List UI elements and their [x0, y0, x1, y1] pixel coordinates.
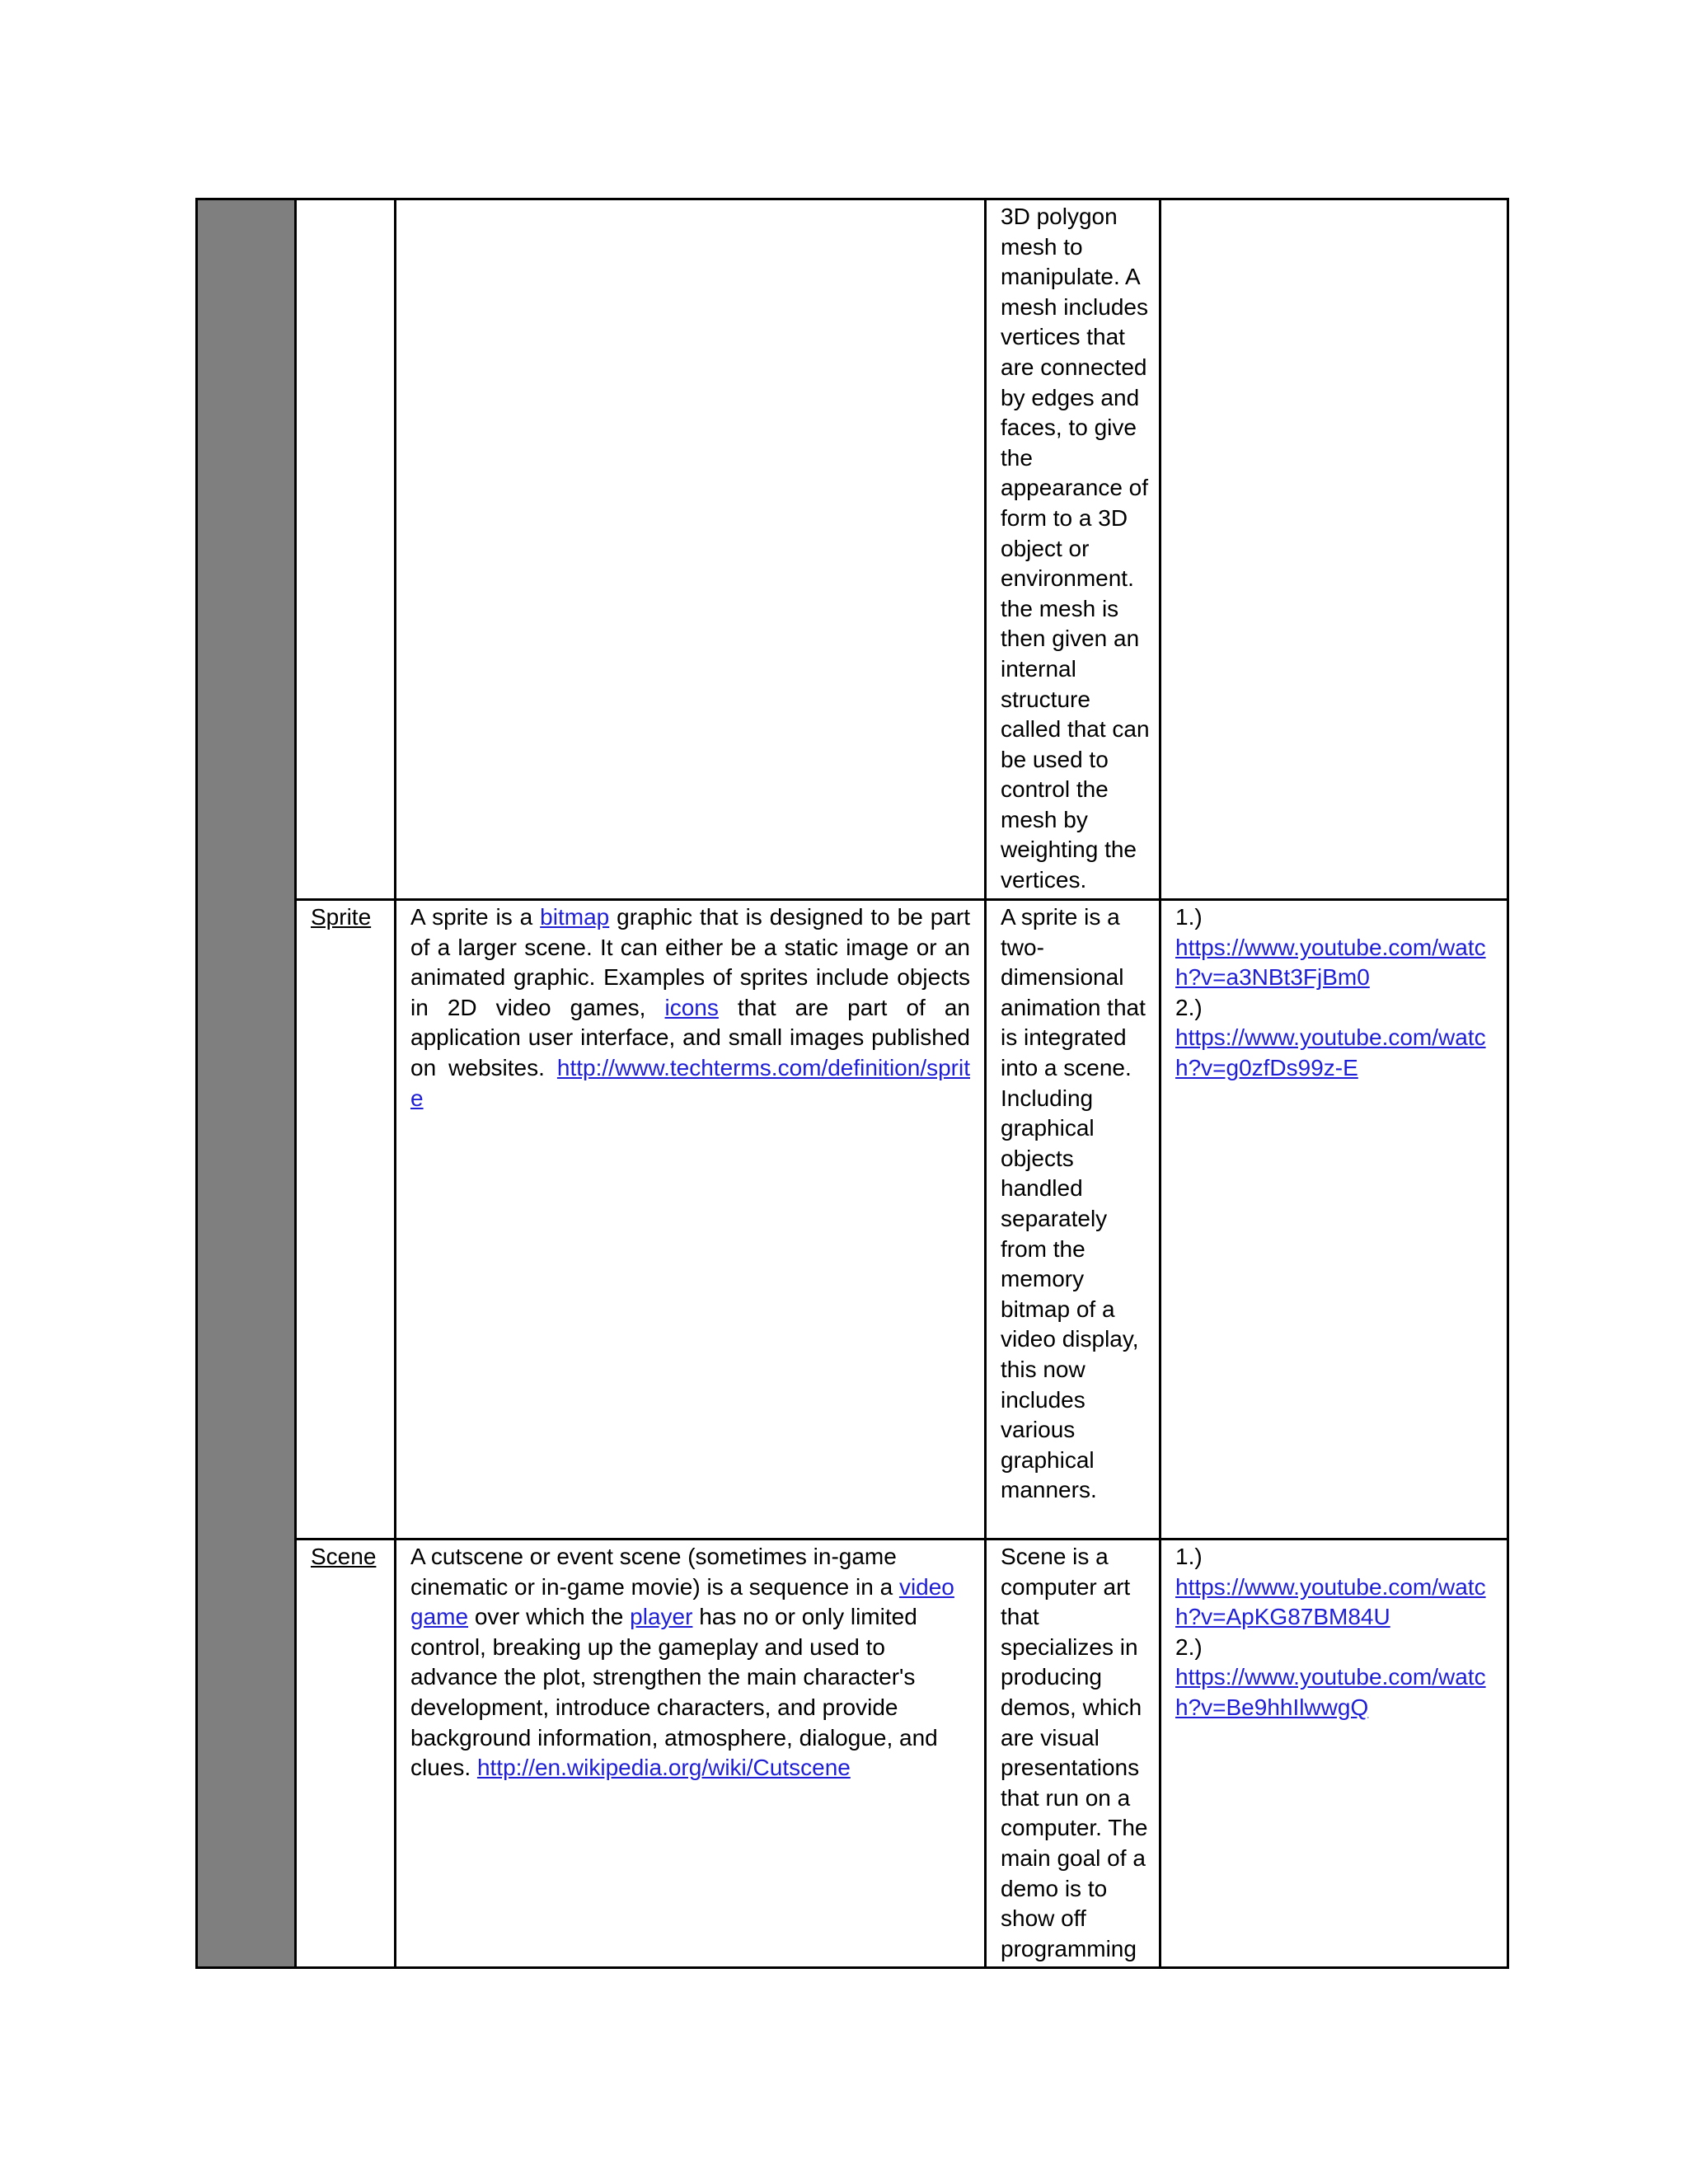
- links-cell: [1160, 900, 1508, 1540]
- definition-text: A cutscene or event scene (sometimes in-game cinematic or in-game movie) is a sequence in a: [410, 1544, 899, 1600]
- term-cell: Sprite: [296, 900, 396, 1540]
- youtube-link[interactable]: https://www.youtube.com/watch?v=g0zfDs99z-E: [1175, 1024, 1486, 1080]
- video-game-link[interactable]: video game: [410, 1573, 954, 1630]
- link-label: 2.): [1175, 1633, 1203, 1660]
- bitmap-link[interactable]: bitmap: [540, 904, 610, 930]
- link-label: 1.): [1175, 904, 1203, 930]
- own-definition-cell: A sprite is a two-dimensional animation that is integrated into a scene. Including graphical objects handled separately from the memory bitmap of a video display, this now includes various graphical manners.: [986, 900, 1160, 1540]
- source-link[interactable]: http://en.wikipedia.org/wiki/Cutscene: [476, 1755, 851, 1781]
- icons-link[interactable]: icons: [664, 994, 719, 1020]
- links-cell: [1160, 1540, 1508, 1968]
- table-row: [197, 199, 1508, 900]
- definition-text: over which the: [468, 1604, 631, 1630]
- definition-text: has no or only limited control, breaking up the gameplay and used to advance the plot, strengthen the main character's development, introduce characters, and provide background information, atmosphere, dialogue, and clues.: [410, 1604, 938, 1781]
- definition-cell: [396, 199, 986, 900]
- own-definition-cell: Scene is a computer art that specializes in producing demos, which are visual presentations that run on a computer. The main goal of a demo is to show off programming: [986, 1540, 1160, 1968]
- own-definition-cell: 3D polygon mesh to manipulate. A mesh includes vertices that are connected by edges and faces, to give the appearance of form to a 3D object or environment. the mesh is then given an internal structure called that can be used to control the mesh by weighting the vertices.: [986, 199, 1160, 900]
- table-row: [197, 1540, 1508, 1968]
- player-link[interactable]: player: [630, 1604, 693, 1630]
- definition-text: graphic that is designed to be part of a larger scene. It can either be a static image or an animated graphic. Examples of sprites include objects in 2D video games,: [410, 904, 970, 1020]
- links-cell: [1160, 199, 1508, 900]
- definition-text: that are part of an application user interface, and small images published on websites.: [410, 994, 971, 1080]
- youtube-link[interactable]: https://www.youtube.com/watch?v=Be9hhIlwwgQ: [1175, 1664, 1486, 1720]
- youtube-link[interactable]: https://www.youtube.com/watch?v=a3NBt3FjBm0: [1175, 934, 1486, 991]
- table-row: [197, 900, 1508, 1540]
- term-cell: Scene: [296, 1540, 396, 1968]
- definition-text: A sprite is a: [410, 904, 541, 930]
- term-cell: [296, 199, 396, 900]
- link-label: 2.): [1175, 994, 1203, 1020]
- gray-side-band: [197, 199, 296, 1968]
- definition-cell: [396, 900, 986, 1540]
- definition-cell: [396, 1540, 986, 1968]
- youtube-link[interactable]: https://www.youtube.com/watch?v=ApKG87BM84U: [1175, 1573, 1486, 1630]
- glossary-table: [195, 198, 1509, 1969]
- link-label: 1.): [1175, 1544, 1203, 1569]
- source-link[interactable]: http://www.techterms.com/definition/sprite: [410, 1054, 970, 1111]
